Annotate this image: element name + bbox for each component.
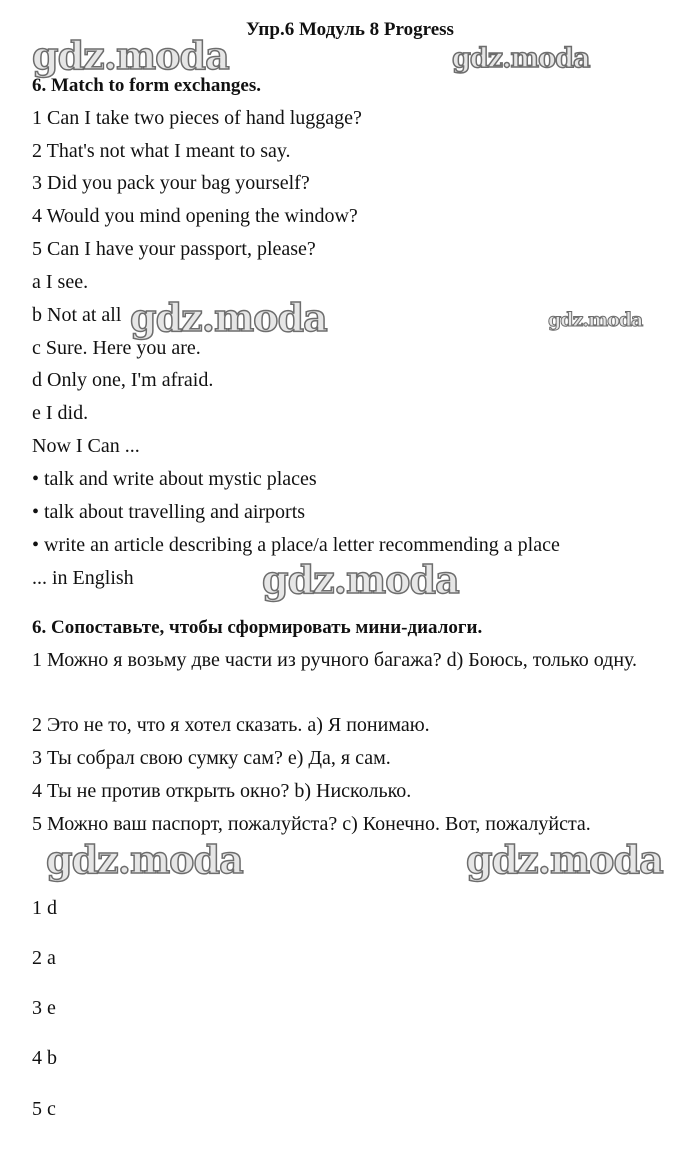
response-line: a I see.	[32, 271, 89, 293]
skill-list-item: • talk about travelling and airports	[32, 501, 306, 523]
page-title: Упр.6 Модуль 8 Progress	[246, 19, 454, 40]
watermark-logo: gdz.moda	[130, 295, 327, 340]
exercise-heading-russian: 6. Сопоставьте, чтобы сформировать мини-диалоги.	[32, 617, 483, 638]
translation-line: 3 Ты собрал свою сумку сам? e) Да, я сам.	[32, 747, 391, 769]
watermark-logo: gdz.moda	[262, 557, 459, 602]
answer-item: 4 b	[32, 1047, 57, 1069]
answer-item: 2 a	[32, 947, 56, 969]
translation-line: 5 Можно ваш паспорт, пожалуйста? c) Конечно. Вот, пожалуйста.	[32, 813, 591, 835]
watermark-logo: gdz.moda	[46, 837, 243, 882]
watermark-logo: gdz.moda	[548, 309, 643, 331]
skill-list-item: • talk and write about mystic places	[32, 468, 317, 490]
watermark-logo: gdz.moda	[32, 33, 229, 78]
question-line: 3 Did you pack your bag yourself?	[32, 172, 310, 194]
response-line: b Not at all	[32, 304, 122, 326]
translation-line: 1 Можно я возьму две части из ручного багажа? d) Боюсь, только одну.	[32, 649, 638, 671]
exercise-heading-english: 6. Match to form exchanges.	[32, 75, 262, 96]
translation-line: 2 Это не то, что я хотел сказать. a) Я понимаю.	[32, 714, 430, 736]
question-line: 5 Can I have your passport, please?	[32, 238, 316, 260]
question-line: 2 That's not what I meant to say.	[32, 140, 291, 162]
answer-item: 1 d	[32, 897, 57, 919]
response-line: c Sure. Here you are.	[32, 337, 201, 359]
now-i-can-intro: Now I Can ...	[32, 435, 140, 457]
now-i-can-outro: ... in English	[32, 567, 134, 589]
response-line: d Only one, I'm afraid.	[32, 369, 214, 391]
skill-list-item: • write an article describing a place/a letter recommending a place	[32, 534, 560, 556]
response-line: e I did.	[32, 402, 89, 424]
watermark-logo: gdz.moda	[466, 837, 663, 882]
translation-line: 4 Ты не против открыть окно? b) Нисколько.	[32, 780, 412, 802]
question-line: 1 Can I take two pieces of hand luggage?	[32, 107, 362, 129]
answer-item: 5 c	[32, 1098, 56, 1120]
watermark-logo: gdz.moda	[452, 43, 590, 74]
answer-item: 3 e	[32, 997, 56, 1019]
question-line: 4 Would you mind opening the window?	[32, 205, 358, 227]
